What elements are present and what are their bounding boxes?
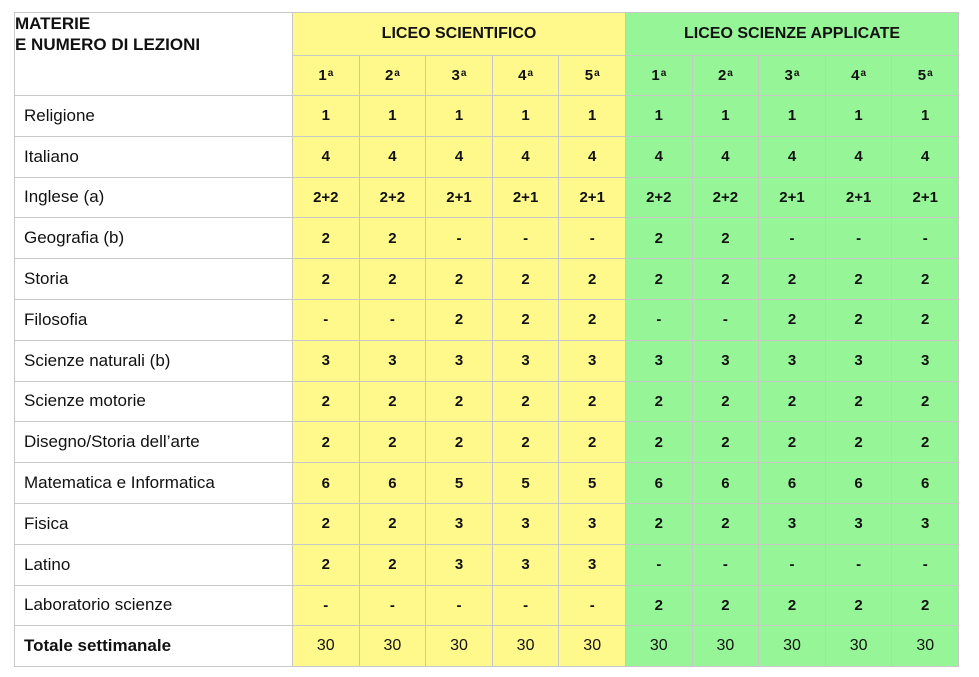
lessons-applicate-year-3: 3 bbox=[759, 340, 826, 381]
lessons-applicate-year-3: 2 bbox=[759, 299, 826, 340]
lessons-scientifico-year-1: - bbox=[293, 299, 360, 340]
year-header-scientifico-3 bbox=[426, 56, 493, 96]
lessons-applicate-year-5: 30 bbox=[892, 626, 959, 667]
lessons-scientifico-year-3: 2 bbox=[426, 422, 493, 463]
lessons-applicate-year-2: 30 bbox=[692, 626, 759, 667]
lessons-applicate-year-2: 2 bbox=[692, 422, 759, 463]
lessons-scientifico-year-3: 3 bbox=[426, 503, 493, 544]
lessons-applicate-year-3: 6 bbox=[759, 463, 826, 504]
lessons-scientifico-year-4: 2 bbox=[492, 422, 559, 463]
lessons-applicate-year-4: 6 bbox=[825, 463, 892, 504]
total-row bbox=[15, 626, 959, 667]
subject-name: Geografia (b) bbox=[15, 218, 293, 259]
table-title bbox=[15, 13, 293, 96]
lessons-scientifico-year-5: 2 bbox=[559, 259, 626, 300]
lessons-applicate-year-2: 2 bbox=[692, 259, 759, 300]
lessons-scientifico-year-4: 1 bbox=[492, 96, 559, 137]
lessons-scientifico-year-2: 2 bbox=[359, 381, 426, 422]
lessons-applicate-year-4: 4 bbox=[825, 136, 892, 177]
lessons-scientifico-year-2: 4 bbox=[359, 136, 426, 177]
lessons-scientifico-year-1: 6 bbox=[293, 463, 360, 504]
year-ordinal-suffix: a bbox=[594, 68, 600, 79]
table-row bbox=[15, 422, 959, 463]
lessons-applicate-year-5: 2 bbox=[892, 381, 959, 422]
year-header-applicate-5 bbox=[892, 56, 959, 96]
lessons-scientifico-year-1: 2 bbox=[293, 259, 360, 300]
lessons-applicate-year-2: 2 bbox=[692, 503, 759, 544]
lessons-scientifico-year-4: - bbox=[492, 585, 559, 626]
lessons-applicate-year-5: 1 bbox=[892, 96, 959, 137]
year-number: 5 bbox=[584, 67, 594, 84]
year-ordinal-suffix: a bbox=[460, 68, 467, 79]
lessons-applicate-year-3: 2 bbox=[759, 259, 826, 300]
lessons-scientifico-year-5: 2 bbox=[559, 381, 626, 422]
lessons-scientifico-year-3: 2 bbox=[426, 299, 493, 340]
lessons-applicate-year-1: - bbox=[626, 544, 693, 585]
timetable bbox=[14, 12, 959, 667]
lessons-applicate-year-2: - bbox=[692, 299, 759, 340]
lessons-scientifico-year-1: 2 bbox=[293, 381, 360, 422]
lessons-scientifico-year-5: 2 bbox=[559, 299, 626, 340]
year-number: 4 bbox=[518, 67, 527, 84]
year-ordinal-suffix: a bbox=[394, 68, 400, 79]
table-row bbox=[15, 381, 959, 422]
lessons-applicate-year-2: 6 bbox=[692, 463, 759, 504]
lessons-applicate-year-4: 2 bbox=[825, 259, 892, 300]
lessons-scientifico-year-3: 5 bbox=[426, 463, 493, 504]
lessons-scientifico-year-2: 2 bbox=[359, 544, 426, 585]
group-header-liceo-scientifico: LICEO SCIENTIFICO bbox=[293, 13, 626, 56]
lessons-applicate-year-1: 4 bbox=[626, 136, 693, 177]
lessons-applicate-year-1: 2 bbox=[626, 381, 693, 422]
lessons-scientifico-year-3: 3 bbox=[426, 544, 493, 585]
lessons-scientifico-year-1: 2 bbox=[293, 503, 360, 544]
table-row bbox=[15, 218, 959, 259]
lessons-applicate-year-3: - bbox=[759, 218, 826, 259]
lessons-applicate-year-4: 2 bbox=[825, 585, 892, 626]
lessons-applicate-year-2: 2 bbox=[692, 381, 759, 422]
subject-name: Disegno/Storia dell’arte bbox=[15, 422, 293, 463]
lessons-applicate-year-3: 2 bbox=[759, 381, 826, 422]
lessons-scientifico-year-2: - bbox=[359, 299, 426, 340]
table-row bbox=[15, 585, 959, 626]
year-number: 4 bbox=[851, 67, 860, 84]
lessons-scientifico-year-4: 5 bbox=[492, 463, 559, 504]
lessons-applicate-year-4: 30 bbox=[825, 626, 892, 667]
lessons-applicate-year-3: 2 bbox=[759, 585, 826, 626]
lessons-applicate-year-2: 2 bbox=[692, 218, 759, 259]
lessons-scientifico-year-4: 2+1 bbox=[492, 177, 559, 218]
lessons-applicate-year-1: 2 bbox=[626, 218, 693, 259]
year-header-applicate-4 bbox=[825, 56, 892, 96]
lessons-scientifico-year-1: 2 bbox=[293, 544, 360, 585]
table-row bbox=[15, 136, 959, 177]
subject-name: Italiano bbox=[15, 136, 293, 177]
year-number: 1 bbox=[318, 67, 327, 84]
lessons-applicate-year-5: 2 bbox=[892, 422, 959, 463]
lessons-applicate-year-4: 1 bbox=[825, 96, 892, 137]
lessons-scientifico-year-1: 30 bbox=[293, 626, 360, 667]
year-number: 3 bbox=[451, 67, 460, 84]
lessons-applicate-year-1: 2 bbox=[626, 259, 693, 300]
year-header-applicate-2 bbox=[692, 56, 759, 96]
lessons-applicate-year-3: 30 bbox=[759, 626, 826, 667]
lessons-applicate-year-5: 2+1 bbox=[892, 177, 959, 218]
lessons-applicate-year-4: - bbox=[825, 218, 892, 259]
lessons-applicate-year-5: 4 bbox=[892, 136, 959, 177]
subject-name: Religione bbox=[15, 96, 293, 137]
lessons-scientifico-year-5: 30 bbox=[559, 626, 626, 667]
lessons-scientifico-year-5: 3 bbox=[559, 503, 626, 544]
lessons-applicate-year-4: 2 bbox=[825, 422, 892, 463]
lessons-scientifico-year-3: 2+1 bbox=[426, 177, 493, 218]
table-title-line2: E NUMERO DI LEZIONI bbox=[15, 35, 201, 54]
lessons-scientifico-year-4: 30 bbox=[492, 626, 559, 667]
lessons-applicate-year-3: 1 bbox=[759, 96, 826, 137]
lessons-scientifico-year-3: 2 bbox=[426, 381, 493, 422]
lessons-scientifico-year-4: - bbox=[492, 218, 559, 259]
lessons-scientifico-year-5: 4 bbox=[559, 136, 626, 177]
lessons-applicate-year-5: 2 bbox=[892, 299, 959, 340]
lessons-applicate-year-3: 3 bbox=[759, 503, 826, 544]
lessons-scientifico-year-5: 5 bbox=[559, 463, 626, 504]
lessons-applicate-year-4: 3 bbox=[825, 340, 892, 381]
table-title-line1: MATERIE bbox=[15, 14, 91, 33]
table-row bbox=[15, 299, 959, 340]
lessons-scientifico-year-3: 4 bbox=[426, 136, 493, 177]
lessons-scientifico-year-3: - bbox=[426, 585, 493, 626]
lessons-applicate-year-5: - bbox=[892, 218, 959, 259]
lessons-scientifico-year-5: 2 bbox=[559, 422, 626, 463]
lessons-scientifico-year-2: 30 bbox=[359, 626, 426, 667]
lessons-applicate-year-4: 3 bbox=[825, 503, 892, 544]
lessons-applicate-year-2: 3 bbox=[692, 340, 759, 381]
subject-name: Scienze naturali (b) bbox=[15, 340, 293, 381]
lessons-scientifico-year-5: 2+1 bbox=[559, 177, 626, 218]
lessons-scientifico-year-3: 3 bbox=[426, 340, 493, 381]
total-label: Totale settimanale bbox=[15, 626, 293, 667]
lessons-scientifico-year-2: 2 bbox=[359, 503, 426, 544]
lessons-applicate-year-1: 3 bbox=[626, 340, 693, 381]
lessons-scientifico-year-2: 2 bbox=[359, 218, 426, 259]
lessons-applicate-year-1: 2+2 bbox=[626, 177, 693, 218]
subject-name: Scienze motorie bbox=[15, 381, 293, 422]
lessons-applicate-year-3: 2 bbox=[759, 422, 826, 463]
year-header-scientifico-2 bbox=[359, 56, 426, 96]
lessons-applicate-year-5: 3 bbox=[892, 503, 959, 544]
lessons-applicate-year-2: 1 bbox=[692, 96, 759, 137]
year-ordinal-suffix: a bbox=[727, 68, 733, 79]
year-ordinal-suffix: a bbox=[527, 68, 534, 79]
group-header-liceo-scienze-applicate: LICEO SCIENZE APPLICATE bbox=[626, 13, 959, 56]
lessons-applicate-year-2: 2+2 bbox=[692, 177, 759, 218]
year-header-scientifico-1 bbox=[293, 56, 360, 96]
lessons-applicate-year-5: 6 bbox=[892, 463, 959, 504]
lessons-scientifico-year-4: 3 bbox=[492, 503, 559, 544]
lessons-applicate-year-5: 2 bbox=[892, 259, 959, 300]
subject-name: Fisica bbox=[15, 503, 293, 544]
table-row bbox=[15, 340, 959, 381]
table-row bbox=[15, 96, 959, 137]
year-ordinal-suffix: a bbox=[327, 68, 334, 79]
lessons-applicate-year-2: - bbox=[692, 544, 759, 585]
table-row bbox=[15, 177, 959, 218]
year-header-applicate-1 bbox=[626, 56, 693, 96]
lessons-scientifico-year-2: 2+2 bbox=[359, 177, 426, 218]
lessons-applicate-year-4: 2 bbox=[825, 381, 892, 422]
lessons-scientifico-year-3: 1 bbox=[426, 96, 493, 137]
lessons-applicate-year-1: 30 bbox=[626, 626, 693, 667]
lessons-scientifico-year-1: 2+2 bbox=[293, 177, 360, 218]
lessons-scientifico-year-2: 2 bbox=[359, 259, 426, 300]
lessons-scientifico-year-4: 3 bbox=[492, 340, 559, 381]
table-row bbox=[15, 259, 959, 300]
lessons-applicate-year-4: 2+1 bbox=[825, 177, 892, 218]
year-number: 3 bbox=[784, 67, 793, 84]
lessons-scientifico-year-4: 3 bbox=[492, 544, 559, 585]
lessons-scientifico-year-4: 2 bbox=[492, 299, 559, 340]
year-number: 5 bbox=[917, 67, 927, 84]
lessons-scientifico-year-5: 1 bbox=[559, 96, 626, 137]
lessons-scientifico-year-5: 3 bbox=[559, 544, 626, 585]
subject-name: Filosofia bbox=[15, 299, 293, 340]
year-header-scientifico-5 bbox=[559, 56, 626, 96]
table-body bbox=[15, 96, 959, 667]
lessons-applicate-year-2: 4 bbox=[692, 136, 759, 177]
table-row bbox=[15, 544, 959, 585]
table-row bbox=[15, 503, 959, 544]
year-ordinal-suffix: a bbox=[860, 68, 867, 79]
lessons-applicate-year-4: 2 bbox=[825, 299, 892, 340]
table-row bbox=[15, 463, 959, 504]
lessons-scientifico-year-5: - bbox=[559, 585, 626, 626]
lessons-applicate-year-5: - bbox=[892, 544, 959, 585]
year-ordinal-suffix: a bbox=[660, 68, 667, 79]
lessons-scientifico-year-1: 2 bbox=[293, 422, 360, 463]
lessons-scientifico-year-4: 2 bbox=[492, 259, 559, 300]
lessons-scientifico-year-5: 3 bbox=[559, 340, 626, 381]
lessons-scientifico-year-2: - bbox=[359, 585, 426, 626]
lessons-applicate-year-3: 2+1 bbox=[759, 177, 826, 218]
lessons-applicate-year-1: 2 bbox=[626, 422, 693, 463]
subject-name: Latino bbox=[15, 544, 293, 585]
subject-name: Storia bbox=[15, 259, 293, 300]
year-header-applicate-3 bbox=[759, 56, 826, 96]
lessons-scientifico-year-1: - bbox=[293, 585, 360, 626]
lessons-applicate-year-2: 2 bbox=[692, 585, 759, 626]
lessons-scientifico-year-5: - bbox=[559, 218, 626, 259]
lessons-scientifico-year-4: 4 bbox=[492, 136, 559, 177]
lessons-applicate-year-5: 3 bbox=[892, 340, 959, 381]
subject-name: Matematica e Informatica bbox=[15, 463, 293, 504]
lessons-scientifico-year-4: 2 bbox=[492, 381, 559, 422]
lessons-applicate-year-3: - bbox=[759, 544, 826, 585]
lessons-applicate-year-5: 2 bbox=[892, 585, 959, 626]
year-header-scientifico-4 bbox=[492, 56, 559, 96]
lessons-scientifico-year-3: 30 bbox=[426, 626, 493, 667]
lessons-applicate-year-3: 4 bbox=[759, 136, 826, 177]
lessons-scientifico-year-2: 3 bbox=[359, 340, 426, 381]
lessons-scientifico-year-1: 2 bbox=[293, 218, 360, 259]
lessons-scientifico-year-1: 4 bbox=[293, 136, 360, 177]
year-ordinal-suffix: a bbox=[793, 68, 800, 79]
lessons-applicate-year-4: - bbox=[825, 544, 892, 585]
lessons-scientifico-year-2: 2 bbox=[359, 422, 426, 463]
lessons-applicate-year-1: 2 bbox=[626, 503, 693, 544]
year-number: 2 bbox=[717, 67, 727, 84]
lessons-applicate-year-1: - bbox=[626, 299, 693, 340]
subject-name: Laboratorio scienze bbox=[15, 585, 293, 626]
year-number: 2 bbox=[384, 67, 394, 84]
lessons-scientifico-year-1: 1 bbox=[293, 96, 360, 137]
lessons-applicate-year-1: 2 bbox=[626, 585, 693, 626]
lessons-scientifico-year-3: - bbox=[426, 218, 493, 259]
subject-name: Inglese (a) bbox=[15, 177, 293, 218]
lessons-scientifico-year-1: 3 bbox=[293, 340, 360, 381]
lessons-scientifico-year-2: 6 bbox=[359, 463, 426, 504]
lessons-applicate-year-1: 1 bbox=[626, 96, 693, 137]
lessons-scientifico-year-3: 2 bbox=[426, 259, 493, 300]
lessons-applicate-year-1: 6 bbox=[626, 463, 693, 504]
year-ordinal-suffix: a bbox=[927, 68, 933, 79]
year-number: 1 bbox=[651, 67, 660, 84]
lessons-scientifico-year-2: 1 bbox=[359, 96, 426, 137]
